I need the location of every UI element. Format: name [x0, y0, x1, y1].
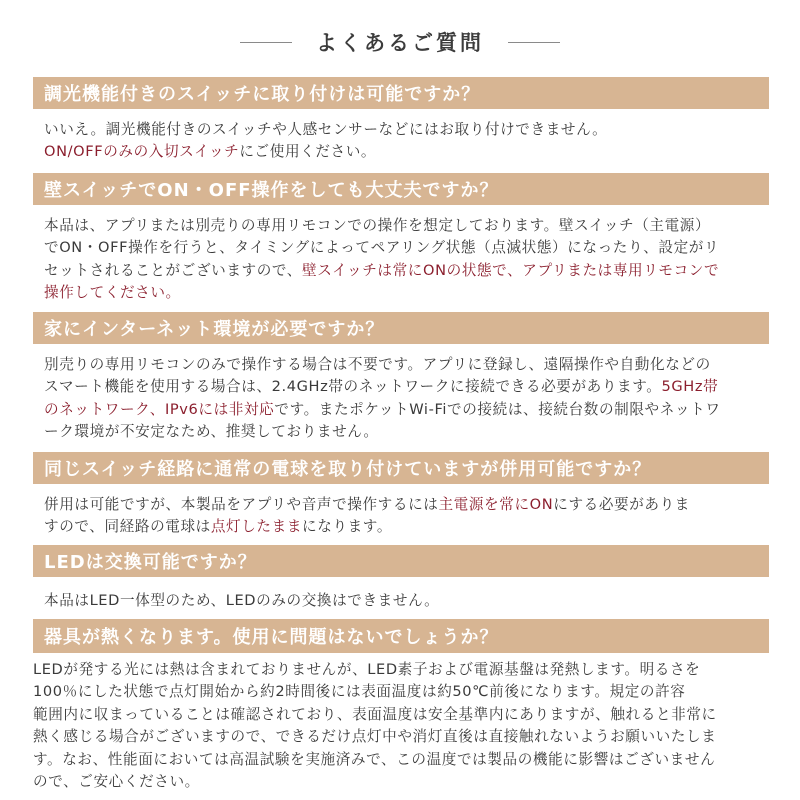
faq-answer-2 — [44, 215, 774, 305]
answer-highlight: 操作してください。 — [44, 284, 181, 302]
answer-highlight: 点灯したまま — [210, 518, 303, 536]
answer-line: すので、同経路の電球は点灯したままになります。 — [44, 518, 393, 536]
faq-answer-3 — [44, 354, 774, 444]
answer-line: いいえ。調光機能付きのスイッチや人感センサーなどにはお取り付けできません。 — [44, 121, 608, 138]
answer-line — [44, 282, 774, 304]
faq-question-1: 調光機能付きのスイッチに取り付けは可能ですか？ — [33, 77, 769, 109]
faq-question-2: 壁スイッチでON・OFF操作をしても大丈夫ですか？ — [33, 173, 769, 205]
faq-answer-5 — [44, 590, 774, 612]
answer-line: 本品はLED一体型のため、LEDのみの交換はできません。 — [44, 592, 440, 609]
answer-line: LEDが発する光には熱は含まれておりませんが、LED素子および電源基盤は発熱します。明るさを — [33, 661, 701, 678]
answer-line: 本品は、アプリまたは別売りの専用リモコンでの操作を想定しております。壁スイッチ（主電源） — [44, 217, 711, 234]
answer-highlight: ON/OFFのみの入切スイッチ — [44, 143, 240, 161]
faq-question-5: LEDは交換可能ですか？ — [33, 545, 769, 577]
answer-line: 熱く感じる場合がございますので、できるだけ点灯中や消灯直後は直接触れないようお願いいたしま — [33, 728, 717, 746]
title-divider-right — [508, 42, 560, 43]
answer-highlight: 壁スイッチは常にONの状態で、アプリまたは専用リモコンで — [302, 261, 720, 279]
answer-line: 範囲内に収まっていることは確認されており、表面温度は安全基準内にありますが、触れると非常に — [33, 705, 717, 723]
faq-question-6: 器具が熱くなります。使用に問題はないでしょうか？ — [33, 619, 769, 653]
faq-answer-1 — [44, 119, 774, 164]
answer-highlight: 主電源を常にON — [438, 496, 554, 513]
answer-line: ON/OFFのみの入切スイッチにご使用ください。 — [44, 143, 377, 161]
page-title: よくあるご質問 — [316, 31, 484, 55]
faq-answer-4 — [44, 494, 774, 539]
answer-line: ーク環境が不安定なため、推奨しておりません。 — [44, 423, 379, 441]
answer-line: す。なお、性能面においては高温試験を実施済みで、この温度では製品の機能に影響はございません — [33, 750, 716, 768]
answer-line: スマート機能を使用する場合は、2.4GHz帯のネットワークに接続できる必要があります。5GHz帯 — [44, 378, 719, 396]
answer-highlight: 5GHz帯 — [661, 378, 719, 396]
answer-line: でON・OFF操作を行うと、タイミングによってペアリング状態（点滅状態）になったり、設定がリ — [44, 239, 720, 257]
title-divider-left — [240, 42, 292, 43]
page-header — [0, 22, 800, 62]
answer-line: 別売りの専用リモコンのみで操作する場合は不要です。アプリに登録し、遠隔操作や自動化などの — [44, 356, 711, 373]
answer-line: のネットワーク、IPv6には非対応です。またポケットWi-Fiでの接続は、接続台数の制限やネットワ — [44, 400, 721, 418]
answer-line: 100％にした状態で点灯開始から約2時間後には表面温度は約50℃前後になります。規定の許容 — [33, 683, 686, 701]
faq-question-4: 同じスイッチ経路に通常の電球を取り付けていますが併用可能ですか？ — [33, 452, 769, 484]
faq-question-3: 家にインターネット環境が必要ですか？ — [33, 312, 769, 344]
answer-line: 併用は可能ですが、本製品をアプリや音声で操作するには主電源を常にONにする必要がありま — [44, 496, 690, 513]
answer-line: ので、ご安心ください。 — [33, 773, 200, 791]
answer-line: セットされることがございますので、壁スイッチは常にONの状態で、アプリまたは専用リモコンで — [44, 261, 720, 279]
answer-highlight: のネットワーク、IPv6には非対応 — [44, 400, 275, 418]
faq-answer-6 — [33, 659, 778, 793]
